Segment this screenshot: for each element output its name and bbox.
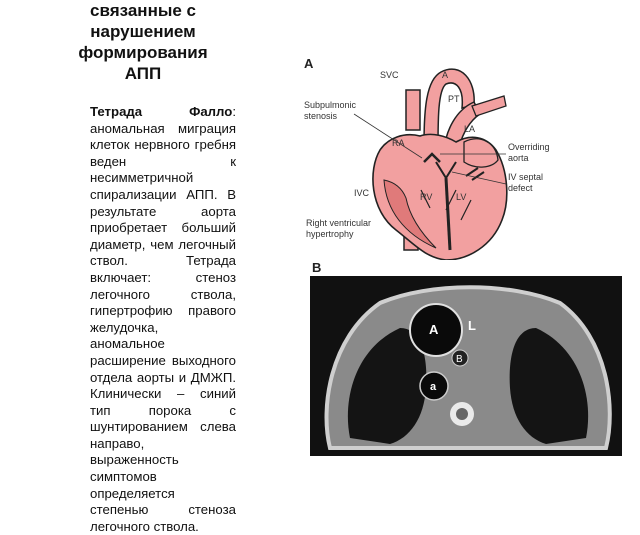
label-subpulmonic: Subpulmonic (304, 100, 357, 110)
label-hypertrophy: hypertrophy (306, 229, 354, 239)
title-line: нарушением (90, 22, 196, 41)
label-aorta: aorta (508, 153, 529, 163)
slide-title (48, 0, 238, 84)
body-paragraph (90, 104, 236, 535)
label-svc: SVC (380, 70, 399, 80)
label-l: L (468, 318, 476, 333)
label-rv: RV (420, 192, 433, 202)
mri-scan (310, 258, 622, 456)
heart-diagram (296, 50, 576, 260)
label-iv-septal: IV septal (508, 172, 544, 182)
left-atrium (464, 139, 498, 167)
label-stenosis: stenosis (304, 111, 338, 121)
panel-letter-a: A (304, 56, 314, 71)
panel-letter-b: B (312, 260, 322, 275)
label-la: LA (464, 124, 476, 134)
pulmonary-branch (472, 96, 506, 116)
label-b: B (456, 354, 463, 365)
body-description: : аномальная миграция клеток нервного гребня веден к несимметричной спирализации АПП. В результате аорта приобретает больший диаметр, чем легочный ствол. Тетрада включает: стеноз легочного ствола, гипертрофию правого желудочка, аномальное расширение выходного отдела аорты и ДМЖП. Клинически – синий тип порока с шунтированием слева направо, выраженность симптомов определяется степенью стеноза легочного ствола. (90, 104, 236, 534)
label-overriding: Overriding (508, 142, 550, 152)
label-a-big: A (429, 322, 439, 337)
label-ra: RA (392, 138, 405, 148)
title-line: связанные с (90, 1, 196, 20)
title-line: формирования (78, 43, 208, 62)
title-line: АПП (124, 64, 162, 83)
body-lead-term: Тетрада Фалло (90, 104, 233, 119)
label-defect: defect (508, 183, 533, 193)
svc-vessel (406, 90, 420, 130)
label-rvh: Right ventricular (306, 218, 372, 228)
label-ivc: IVC (354, 188, 370, 198)
spinal-canal (456, 408, 468, 420)
label-a: A (442, 70, 449, 80)
label-a-small: a (430, 381, 437, 393)
label-lv: LV (456, 192, 467, 202)
label-pt: PT (448, 94, 460, 104)
